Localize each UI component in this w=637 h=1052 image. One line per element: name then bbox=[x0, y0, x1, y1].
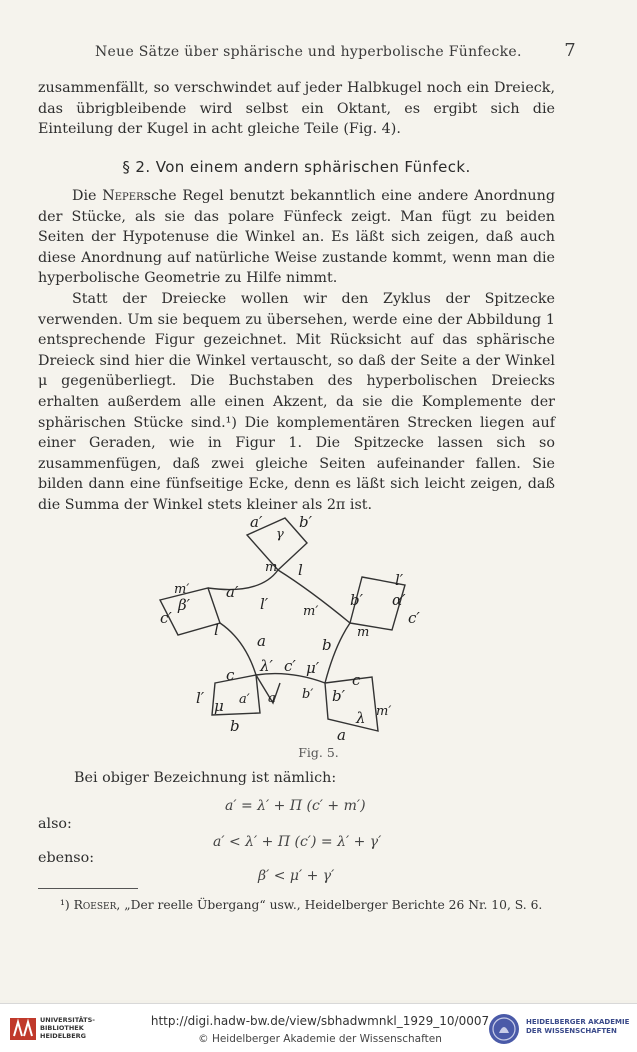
fig-label-alpha1: α′ bbox=[392, 591, 406, 609]
equation-3: β′ < μ′ + γ′ bbox=[258, 868, 335, 884]
fig-label-l: l bbox=[298, 561, 303, 579]
figure-5-diagram bbox=[150, 505, 450, 745]
fig-label-b1b: b′ bbox=[350, 591, 364, 609]
permalink-url[interactable]: http://digi.hadw-bw.de/view/sbhadwmnkl_1929_10/0007 bbox=[150, 1014, 490, 1028]
fig-label-a-bottomright: a bbox=[337, 726, 346, 744]
fig-label-m1-bottom: m′ bbox=[376, 704, 392, 719]
library-name-line-2: BIBLIOTHEK bbox=[40, 1024, 84, 1032]
fig-label-beta1: β′ bbox=[178, 596, 191, 614]
equation-2: a′ < λ′ + Π (c′) = λ′ + γ′ bbox=[213, 834, 382, 850]
page-number: 7 bbox=[564, 40, 576, 61]
library-name-line-3: HEIDELBERG bbox=[40, 1032, 87, 1040]
fig-label-mu: μ bbox=[214, 697, 224, 715]
copyright-notice: © Heidelberger Akademie der Wissenschaften bbox=[198, 1033, 442, 1045]
fig-label-l-left: l bbox=[214, 621, 219, 639]
fig-label-c1: c′ bbox=[160, 609, 172, 627]
fig-label-lambda1: λ′ bbox=[260, 657, 273, 675]
fig-label-c1b: c′ bbox=[408, 609, 420, 627]
fig-label-a1-bottom: a′ bbox=[239, 692, 250, 707]
fig-label-a1b: a′ bbox=[226, 583, 239, 601]
university-library-logo-icon[interactable] bbox=[8, 1014, 38, 1044]
fig-label-b-bottom: b bbox=[230, 717, 240, 735]
label-ebenso: ebenso: bbox=[38, 850, 95, 866]
paragraph-3 bbox=[38, 289, 555, 516]
footnote-marker: ¹) bbox=[60, 898, 70, 912]
fig-label-c-right: c bbox=[352, 671, 361, 689]
academy-name-line-2: DER WISSENSCHAFTEN bbox=[526, 1027, 617, 1035]
label-also: also: bbox=[38, 816, 72, 832]
fig-label-c1-center: c′ bbox=[284, 657, 296, 675]
equation-1: a′ = λ′ + Π (c′ + m′) bbox=[225, 798, 366, 814]
fig-label-m1: m′ bbox=[174, 582, 190, 597]
fig-label-c-left: c bbox=[226, 666, 235, 684]
paragraph-2 bbox=[38, 186, 555, 289]
fig-label-mu1: μ′ bbox=[306, 659, 320, 677]
paragraph-1 bbox=[38, 78, 555, 140]
author-neper: Neper bbox=[102, 188, 144, 204]
footnote-text: „Der reelle Übergang“ usw., Heidelberger Berichte 26 Nr. 10, S. 6. bbox=[124, 898, 543, 912]
fig-label-l1-bottom: l′ bbox=[196, 689, 205, 707]
fig-label-lambda: λ bbox=[356, 709, 366, 727]
footnote-author: Roeser, bbox=[73, 898, 121, 912]
academy-name-line-1: HEIDELBERGER AKADEMIE bbox=[526, 1018, 630, 1026]
fig-label-b1-bottomright: b′ bbox=[332, 687, 346, 705]
fig-label-m1b: m′ bbox=[303, 604, 319, 619]
fig-label-m-right: m bbox=[357, 625, 370, 640]
paragraph-2-text bbox=[38, 186, 555, 289]
academy-seal-icon[interactable] bbox=[488, 1013, 520, 1045]
fig-label-a1: a′ bbox=[250, 513, 263, 531]
fig-label-l1: l′ bbox=[260, 595, 269, 613]
academy-name bbox=[526, 1018, 629, 1036]
fig-label-b1: b′ bbox=[299, 513, 313, 531]
para2-start: Die bbox=[72, 188, 97, 204]
footnote bbox=[60, 898, 542, 912]
fig-label-m: m bbox=[265, 560, 278, 575]
university-library-name bbox=[40, 1016, 95, 1040]
footnote-rule bbox=[38, 888, 138, 889]
figure-caption: Fig. 5. bbox=[298, 745, 339, 760]
viewer-footer bbox=[0, 1003, 637, 1052]
fig-label-b-right: b bbox=[322, 636, 332, 654]
fig-label-a-bottom: a bbox=[268, 691, 276, 706]
running-title: Neue Sätze über sphärische und hyperbolische Fünfecke. bbox=[95, 44, 522, 60]
fig-label-gamma: γ bbox=[276, 527, 284, 542]
fig-label-a-left: a bbox=[257, 632, 266, 650]
section-heading: § 2. Von einem andern sphärischen Fünfeck. bbox=[122, 158, 471, 176]
paragraph-1-text: zusammenfällt, so verschwindet auf jeder Halbkugel noch ein Dreieck, das übrigbleibende wird selbst ein Oktant, es ergibt sich die Einteilung der Kugel in acht gleiche Teile (Fig. 4). bbox=[38, 80, 555, 138]
equation-intro: Bei obiger Bezeichnung ist nämlich: bbox=[74, 770, 337, 786]
fig-label-l1b: l′ bbox=[395, 571, 404, 589]
paragraph-3-text: Statt der Dreiecke wollen wir den Zyklus der Spitzecke verwenden. Um sie bequem zu übersehen, werde eine der Abbildung 1 entsprechende Figur gezeichnet. Mit Rücksicht auf das sphärische Dreieck sind hier die Winkel vertauscht, so daß der Seite a der Winkel μ gegenüberliegt. Die Buchstaben des hyperbolischen Dreiecks erhalten außerdem alle einen Akzent, da sie die Komplemente der sphärischen Stücke sind.¹) Die komplementären Strecken liegen auf einer Geraden, wie in Figur 1. Die Spitzecke lassen sich so zusammenfügen, daß zwei gleiche Seiten aufeinander fallen. Sie bilden dann eine fünfseitige Ecke, denn es läßt sich leicht zeigen, daß die Summa der Winkel stets kleiner als 2π ist. bbox=[38, 291, 555, 513]
fig-label-b1-bottom: b′ bbox=[302, 687, 314, 702]
library-name-line-1: UNIVERSITÄTS- bbox=[40, 1016, 95, 1024]
para2-rest: sche Regel benutzt bekanntlich eine andere Anordnung der Stücke, als sie das polare Fünfeck zeigt. Man fügt zu beiden Seiten der Hypotenuse die Winkel an. Es läßt sich zeigen, daß auch diese Anordnung auf natürliche Weise zustande kommt, wenn man die hyperbolische Geometrie zu Hilfe nimmt. bbox=[38, 188, 556, 287]
